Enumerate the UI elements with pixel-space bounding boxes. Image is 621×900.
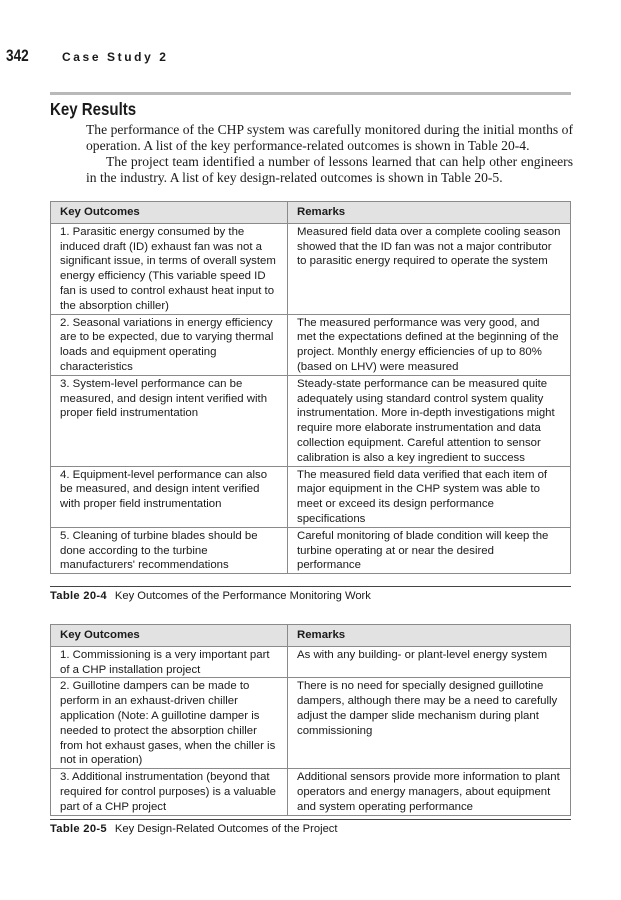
outcome-cell: 1. Commissioning is a very important part of a CHP installation project xyxy=(51,646,288,678)
remark-cell: Steady-state performance can be measured quite adequately using standard control system quality instrumentation. More in-depth investigations might require more elaborate instrumentation and data collection equipment. Careful attention to sensor calibration is also a key ingredient to success xyxy=(288,375,571,466)
outcome-cell: 5. Cleaning of turbine blades should be done according to the turbine manufacturers' recommendations xyxy=(51,527,288,573)
body-text xyxy=(86,122,573,186)
remark-cell: The measured field data verified that each item of major equipment in the CHP system was able to meet or exceed its design performance specifications xyxy=(288,466,571,527)
outcome-cell: 3. System-level performance can be measured, and design intent verified with proper field instrumentation xyxy=(51,375,288,466)
paragraph: The project team identified a number of lessons learned that can help other engineers in the industry. A list of key design-related outcomes is shown in Table 20-5. xyxy=(86,154,573,185)
column-header: Remarks xyxy=(288,202,571,224)
column-header: Remarks xyxy=(288,625,571,647)
table-design-outcomes xyxy=(50,624,571,816)
table-row xyxy=(51,375,571,466)
remark-cell: Measured field data over a complete cooling season showed that the ID fan was not a major contributor to parasitic energy required to operate the system xyxy=(288,223,571,314)
table-key-outcomes-performance xyxy=(50,201,571,574)
outcome-cell: 2. Guillotine dampers can be made to perform in an exhaust-driven chiller application (Note: A guillotine damper is needed to protect the absorption chiller from hot exhaust gases, when the chiller is not in operation) xyxy=(51,678,288,769)
table-row xyxy=(51,769,571,815)
table-caption xyxy=(50,819,571,835)
running-title: Case Study 2 xyxy=(62,50,169,64)
caption-label: Table 20-4 xyxy=(50,590,107,602)
remark-cell: The measured performance was very good, and met the expectations defined at the beginning of the project. Monthly energy efficiencies of up to 80% (based on LHV) were measured xyxy=(288,314,571,375)
table-header-row xyxy=(51,202,571,224)
outcome-cell: 1. Parasitic energy consumed by the induced draft (ID) exhaust fan was not a significant issue, in terms of overall system energy efficiency (This variable speed ID fan is used to control exhaust heat input to the absorption chiller) xyxy=(51,223,288,314)
header-rule xyxy=(50,92,571,95)
column-header: Key Outcomes xyxy=(51,202,288,224)
table-header-row xyxy=(51,625,571,647)
column-header: Key Outcomes xyxy=(51,625,288,647)
table-row xyxy=(51,646,571,678)
remark-cell: There is no need for specially designed guillotine dampers, although there may be a need to carefully adjust the damper slide mechanism during plant commissioning xyxy=(288,678,571,769)
remark-cell: As with any building- or plant-level energy system xyxy=(288,646,571,678)
table-row xyxy=(51,527,571,573)
remark-cell: Additional sensors provide more information to plant operators and energy managers, about equipment and system operating performance xyxy=(288,769,571,815)
table-row xyxy=(51,678,571,769)
caption-text: Key Design-Related Outcomes of the Project xyxy=(114,823,338,835)
page-number: 342 xyxy=(6,46,29,65)
table-row xyxy=(51,466,571,527)
table-caption xyxy=(50,586,571,602)
outcome-cell: 4. Equipment-level performance can also be measured, and design intent verified with proper field instrumentation xyxy=(51,466,288,527)
table-row xyxy=(51,223,571,314)
section-title: Key Results xyxy=(50,99,137,119)
table-row xyxy=(51,314,571,375)
outcome-cell: 3. Additional instrumentation (beyond that required for control purposes) is a valuable part of a CHP project xyxy=(51,769,288,815)
remark-cell: Careful monitoring of blade condition will keep the turbine operating at or near the desired performance xyxy=(288,527,571,573)
caption-text: Key Outcomes of the Performance Monitoring Work xyxy=(114,590,371,602)
running-head xyxy=(6,46,169,66)
caption-label: Table 20-5 xyxy=(50,823,107,835)
outcome-cell: 2. Seasonal variations in energy efficiency are to be expected, due to varying thermal loads and equipment operating characteristics xyxy=(51,314,288,375)
paragraph: The performance of the CHP system was carefully monitored during the initial months of operation. A list of the key performance-related outcomes is shown in Table 20-4. xyxy=(86,122,573,153)
